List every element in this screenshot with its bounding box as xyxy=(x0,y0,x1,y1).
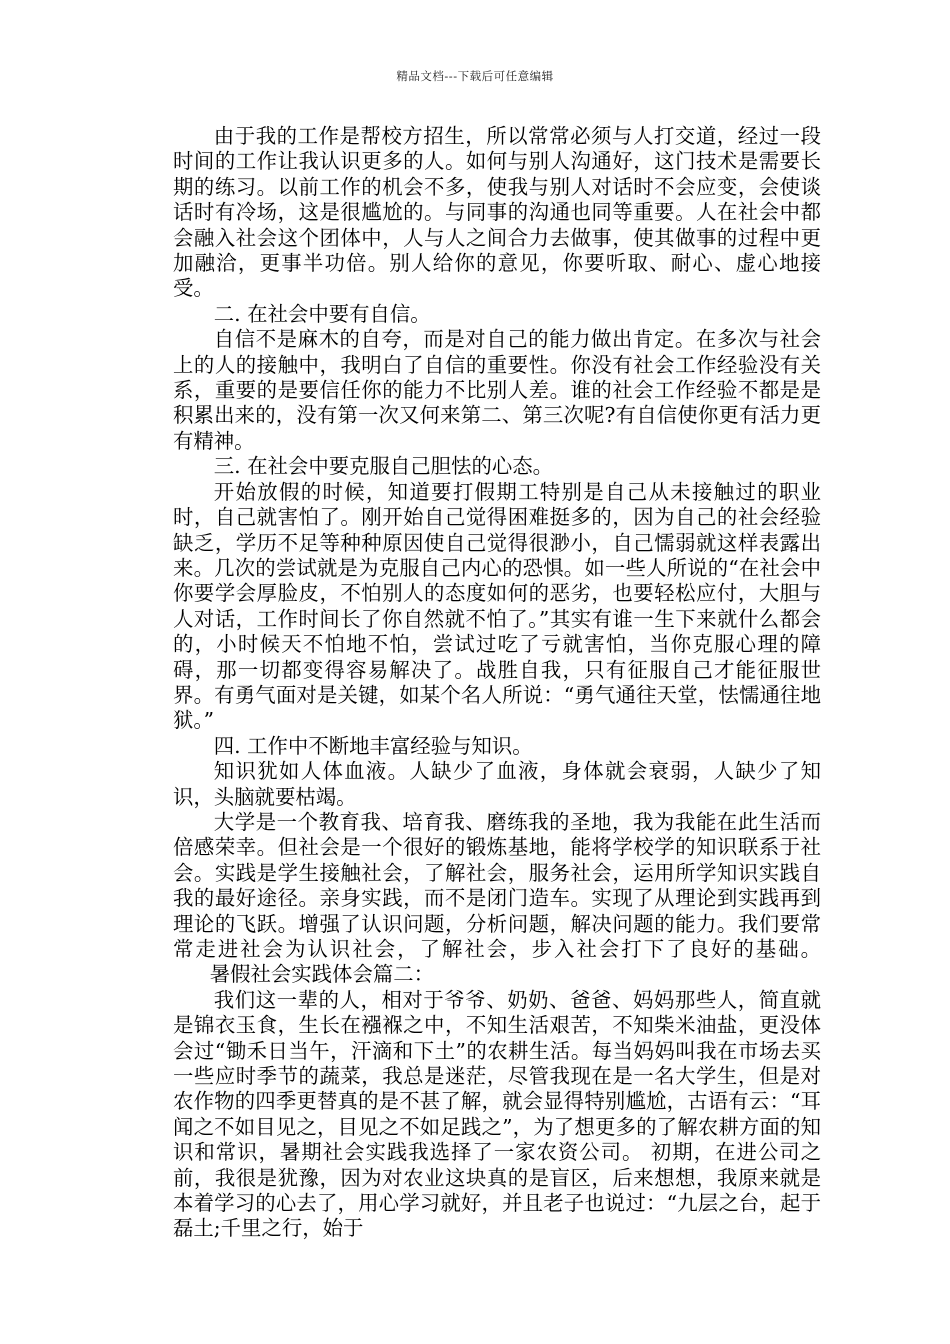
paragraph-university-text: 大学是一个教育我、培育我、磨练我的圣地，我为我能在此生活而倍感荣幸。但社会是一个很好的锻炼基地，能将学校学的知识联系于社会。实践是学生接触社会，了解社会，服务社会，运用所学知识实践自我的最好途径。亲身实践，而不是闭门造车。实现了从理论到实践再到理论的飞跃。增强了认识问题，分析问题，解决问题的能力。我们要常常走进社会为认识社会，了解社会，步入社会打下了良好的基础。 xyxy=(173,809,821,961)
paragraph-confidence: 自信不是麻木的自夸，而是对自己的能力做出肯定。在多次与社会上的人的接触中，我明白了自信的重要性。你没有社会工作经验没有关系，重要的是要信任你的能力不比别人差。谁的社会工作经验不都是是积累出来的，没有第一次又何来第二、第三次呢?有自信使你更有活力更有精神。 xyxy=(173,327,821,453)
section-heading-experience: 四. 工作中不断地丰富经验与知识。 xyxy=(213,733,533,758)
article-two-title: 暑假社会实践体会篇二： xyxy=(209,962,435,987)
paragraph-farming: 我们这一辈的人，相对于爷爷、奶奶、爸爸、妈妈那些人，简直就是锦衣玉食，生长在襁褓之中，不知生活艰苦，不知柴米油盐，更没体会过“锄禾日当午，汗滴和下土”的农耕生活。每当妈妈叫我在市场去买一些应时季节的蔬菜，我总是迷茫，尽管我现在是一名大学生，但是对农作物的四季更替真的是不甚了解，就会显得特别尴尬，古语有云：“耳闻之不如目见之，目见之不如足践之”，为了想更多的了解农耕方面的知识和常识，暑期社会实践我选择了一家农资公司。 初期，在进公司之前，我很是犹豫，因为对农业这块真的是盲区，后来想想，我原来就是本着学习的心去了，用心学习就好，并且老子也说过：“九层之台，起于磊土;千里之行，始于 xyxy=(173,987,821,1241)
paragraph-communication: 由于我的工作是帮校方招生，所以常常必须与人打交道，经过一段时间的工作让我认识更多的人。如何与别人沟通好，这门技术是需要长期的练习。以前工作的机会不多，使我与别人对话时不会应变，会使谈话时有冷场，这是很尴尬的。与同事的沟通也同等重要。人在社会中都会融入社会这个团体中，人与人之间合力去做事，使其做事的过程中更加融洽，更事半功倍。别人给你的意见，你要听取、耐心、虚心地接受。 xyxy=(173,124,821,301)
paragraph-university xyxy=(173,810,821,988)
page-header: 精品文档---下载后可任意编辑 xyxy=(396,69,554,83)
document-body xyxy=(173,124,821,1242)
paragraph-timidity: 开始放假的时候，知道要打假期工特别是自己从未接触过的职业时，自己就害怕了。刚开始自己觉得困难挺多的，因为自己的社会经验缺乏，学历不足等种种原因使自己觉得很渺小，自己懦弱就这样表露出来。几次的尝试就是为克服自己内心的恐惧。如一些人所说的“在社会中你要学会厚脸皮，不怕别人的态度如何的恶劣，也要轻松应付，大胆与人对话，工作时间长了你自然就不怕了。”其实有谁一生下来就什么都会的，小时候天不怕地不怕，尝试过吃了亏就害怕，当你克服心理的障碍，那一切都变得容易解决了。战胜自我，只有征服自己才能征服世界。有勇气面对是关键，如某个名人所说：“勇气通往天堂，怯懦通往地狱。” xyxy=(173,479,821,733)
section-heading-timidity: 三. 在社会中要克服自己胆怯的心态。 xyxy=(213,454,554,479)
paragraph-knowledge: 知识犹如人体血液。人缺少了血液，身体就会衰弱，人缺少了知识，头脑就要枯竭。 xyxy=(173,759,821,809)
section-heading-confidence: 二. 在社会中要有自信。 xyxy=(213,301,431,326)
